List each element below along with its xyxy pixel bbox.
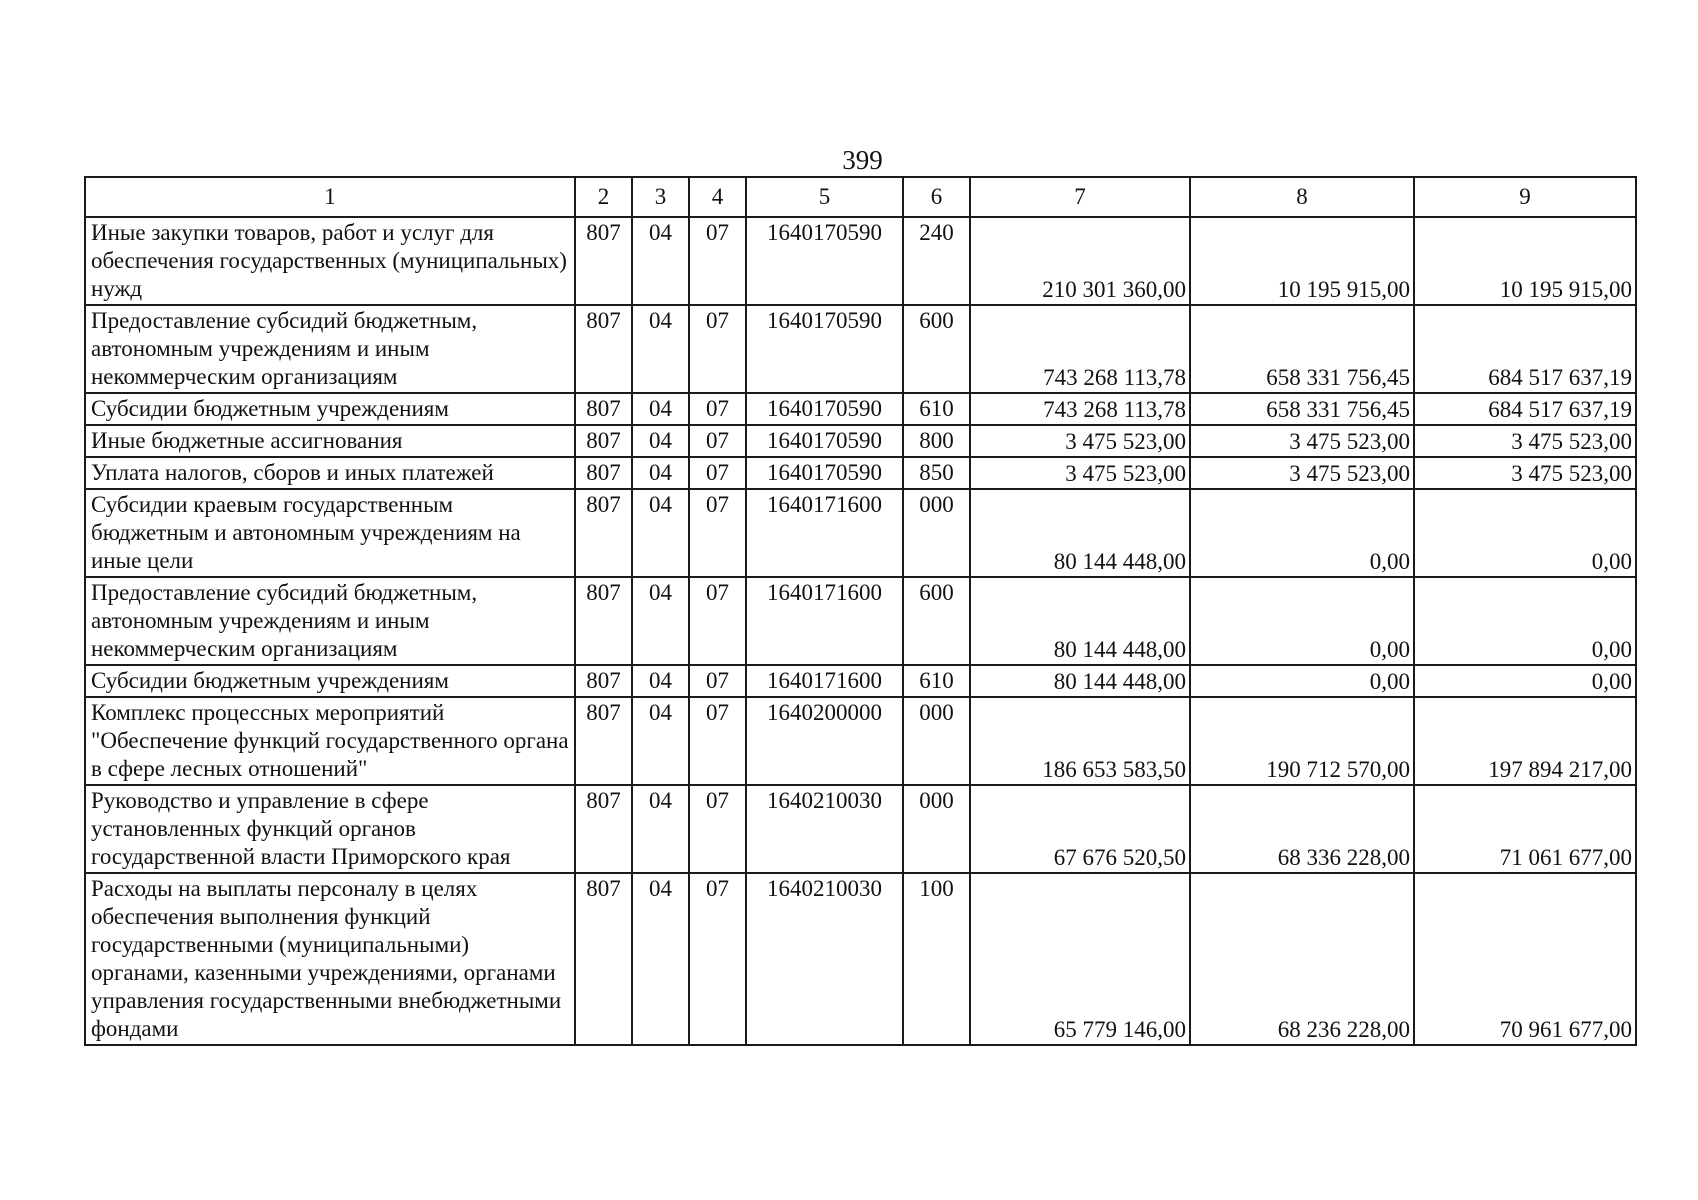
- row-gr: 807: [575, 665, 632, 697]
- header-cell: 4: [689, 177, 746, 217]
- table-row: [85, 873, 1636, 1045]
- row-pr: 07: [689, 425, 746, 457]
- table-row: [85, 665, 1636, 697]
- row-sum-year3: 10 195 915,00: [1414, 217, 1636, 305]
- row-sum-year1: 80 144 448,00: [970, 665, 1190, 697]
- row-vr: 100: [903, 873, 970, 1045]
- row-sum-year3: 70 961 677,00: [1414, 873, 1636, 1045]
- table-row: [85, 697, 1636, 785]
- row-csr: 1640170590: [746, 305, 903, 393]
- row-pr: 07: [689, 577, 746, 665]
- row-gr: 807: [575, 577, 632, 665]
- row-sum-year2: 68 236 228,00: [1190, 873, 1414, 1045]
- row-sum-year3: 3 475 523,00: [1414, 425, 1636, 457]
- row-vr: 610: [903, 393, 970, 425]
- header-cell: 8: [1190, 177, 1414, 217]
- row-pr: 07: [689, 785, 746, 873]
- row-sum-year2: 0,00: [1190, 577, 1414, 665]
- row-vr: 000: [903, 785, 970, 873]
- row-vr: 610: [903, 665, 970, 697]
- row-name: Расходы на выплаты персоналу в целях обеспечения выполнения функций государственными (муниципальными) органами, казенными учреждениями, органами управления государственными внебюджетными фондами: [85, 873, 575, 1045]
- row-rz: 04: [632, 697, 689, 785]
- header-cell: 3: [632, 177, 689, 217]
- budget-table: [84, 176, 1637, 1046]
- row-csr: 1640170590: [746, 393, 903, 425]
- row-name: Иные бюджетные ассигнования: [85, 425, 575, 457]
- header-row: [85, 177, 1636, 217]
- row-name: Предоставление субсидий бюджетным, автономным учреждениям и иным некоммерческим организациям: [85, 305, 575, 393]
- row-pr: 07: [689, 873, 746, 1045]
- row-gr: 807: [575, 489, 632, 577]
- row-sum-year2: 10 195 915,00: [1190, 217, 1414, 305]
- header-cell: 9: [1414, 177, 1636, 217]
- row-rz: 04: [632, 305, 689, 393]
- row-sum-year3: 3 475 523,00: [1414, 457, 1636, 489]
- row-sum-year1: 67 676 520,50: [970, 785, 1190, 873]
- table-row: [85, 489, 1636, 577]
- row-rz: 04: [632, 217, 689, 305]
- row-csr: 1640210030: [746, 873, 903, 1045]
- row-sum-year1: 65 779 146,00: [970, 873, 1190, 1045]
- row-pr: 07: [689, 665, 746, 697]
- row-name: Субсидии бюджетным учреждениям: [85, 665, 575, 697]
- row-sum-year1: 80 144 448,00: [970, 489, 1190, 577]
- row-pr: 07: [689, 697, 746, 785]
- row-pr: 07: [689, 305, 746, 393]
- row-sum-year3: 197 894 217,00: [1414, 697, 1636, 785]
- row-sum-year3: 71 061 677,00: [1414, 785, 1636, 873]
- row-pr: 07: [689, 393, 746, 425]
- header-cell: 6: [903, 177, 970, 217]
- row-rz: 04: [632, 665, 689, 697]
- row-csr: 1640170590: [746, 217, 903, 305]
- row-csr: 1640171600: [746, 665, 903, 697]
- row-sum-year2: 0,00: [1190, 489, 1414, 577]
- row-gr: 807: [575, 217, 632, 305]
- row-name: Субсидии краевым государственным бюджетным и автономным учреждениям на иные цели: [85, 489, 575, 577]
- row-gr: 807: [575, 393, 632, 425]
- table-row: [85, 457, 1636, 489]
- header-cell: 2: [575, 177, 632, 217]
- row-sum-year2: 3 475 523,00: [1190, 425, 1414, 457]
- table-row: [85, 305, 1636, 393]
- row-sum-year1: 743 268 113,78: [970, 393, 1190, 425]
- row-csr: 1640171600: [746, 489, 903, 577]
- row-rz: 04: [632, 489, 689, 577]
- row-vr: 800: [903, 425, 970, 457]
- row-sum-year3: 0,00: [1414, 489, 1636, 577]
- row-sum-year1: 3 475 523,00: [970, 425, 1190, 457]
- row-gr: 807: [575, 425, 632, 457]
- row-gr: 807: [575, 873, 632, 1045]
- row-rz: 04: [632, 425, 689, 457]
- row-name: Предоставление субсидий бюджетным, автономным учреждениям и иным некоммерческим организациям: [85, 577, 575, 665]
- row-sum-year3: 684 517 637,19: [1414, 305, 1636, 393]
- row-csr: 1640200000: [746, 697, 903, 785]
- row-sum-year1: 186 653 583,50: [970, 697, 1190, 785]
- table-row: [85, 425, 1636, 457]
- row-gr: 807: [575, 457, 632, 489]
- row-sum-year1: 743 268 113,78: [970, 305, 1190, 393]
- header-cell: 5: [746, 177, 903, 217]
- page-number: 399: [842, 145, 883, 175]
- row-vr: 600: [903, 305, 970, 393]
- row-vr: 850: [903, 457, 970, 489]
- row-rz: 04: [632, 393, 689, 425]
- row-sum-year2: 190 712 570,00: [1190, 697, 1414, 785]
- row-name: Руководство и управление в сфере установленных функций органов государственной власти Приморского края: [85, 785, 575, 873]
- row-sum-year2: 658 331 756,45: [1190, 305, 1414, 393]
- row-sum-year1: 210 301 360,00: [970, 217, 1190, 305]
- table-body: [85, 217, 1636, 1045]
- row-rz: 04: [632, 457, 689, 489]
- table-row: [85, 217, 1636, 305]
- row-vr: 000: [903, 489, 970, 577]
- row-pr: 07: [689, 489, 746, 577]
- row-name: Субсидии бюджетным учреждениям: [85, 393, 575, 425]
- row-csr: 1640210030: [746, 785, 903, 873]
- table-row: [85, 785, 1636, 873]
- row-gr: 807: [575, 785, 632, 873]
- row-vr: 600: [903, 577, 970, 665]
- row-csr: 1640170590: [746, 425, 903, 457]
- row-rz: 04: [632, 577, 689, 665]
- table-row: [85, 577, 1636, 665]
- row-sum-year3: 684 517 637,19: [1414, 393, 1636, 425]
- row-csr: 1640171600: [746, 577, 903, 665]
- row-sum-year1: 80 144 448,00: [970, 577, 1190, 665]
- row-sum-year2: 658 331 756,45: [1190, 393, 1414, 425]
- row-pr: 07: [689, 217, 746, 305]
- row-rz: 04: [632, 873, 689, 1045]
- row-pr: 07: [689, 457, 746, 489]
- row-rz: 04: [632, 785, 689, 873]
- row-vr: 240: [903, 217, 970, 305]
- row-sum-year1: 3 475 523,00: [970, 457, 1190, 489]
- header-cell: 1: [85, 177, 575, 217]
- row-sum-year3: 0,00: [1414, 577, 1636, 665]
- header-cell: 7: [970, 177, 1190, 217]
- row-gr: 807: [575, 305, 632, 393]
- row-name: Комплекс процессных мероприятий "Обеспечение функций государственного органа в сфере лесных отношений": [85, 697, 575, 785]
- table-row: [85, 393, 1636, 425]
- row-csr: 1640170590: [746, 457, 903, 489]
- row-name: Иные закупки товаров, работ и услуг для обеспечения государственных (муниципальных) нужд: [85, 217, 575, 305]
- row-vr: 000: [903, 697, 970, 785]
- row-name: Уплата налогов, сборов и иных платежей: [85, 457, 575, 489]
- row-sum-year2: 68 336 228,00: [1190, 785, 1414, 873]
- row-sum-year2: 3 475 523,00: [1190, 457, 1414, 489]
- row-sum-year3: 0,00: [1414, 665, 1636, 697]
- row-gr: 807: [575, 697, 632, 785]
- row-sum-year2: 0,00: [1190, 665, 1414, 697]
